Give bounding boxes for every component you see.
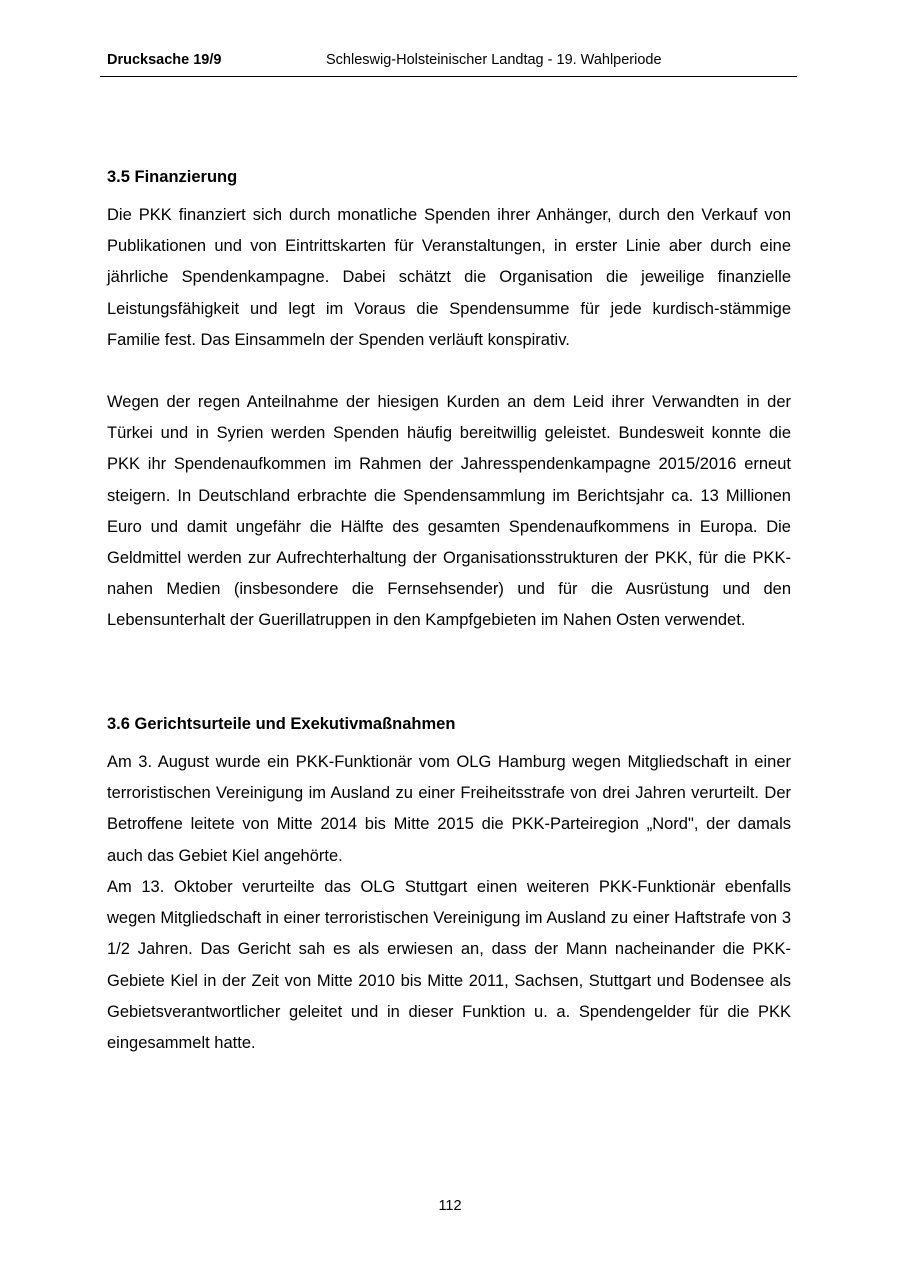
paragraph-finanzierung-1: Die PKK finanziert sich durch monatliche Spenden ihrer Anhänger, durch den Verkauf von Publikationen und von Eintrittskarten für Veranstaltungen, in erster Linie aber durch eine jährliche Spendenkampagne. Dabei schätzt die Organisation die jeweilige finanzielle Leistungsfähigkeit und legt im Voraus die Spendensumme für jede kurdisch-stämmige Familie fest. Das Einsammeln der Spenden verläuft konspirativ. <box>107 206 791 349</box>
section-heading-finanzierung: 3.5 Finanzierung <box>107 168 238 186</box>
page-header <box>100 52 797 77</box>
parliament-title: Schleswig-Holsteinischer Landtag - 19. Wahlperiode <box>326 52 662 68</box>
document-number: Drucksache 19/9 <box>107 52 222 68</box>
section-heading-gerichtsurteile: 3.6 Gerichtsurteile und Exekutivmaßnahmen <box>107 715 456 733</box>
paragraph-finanzierung-2: Wegen der regen Anteilnahme der hiesigen Kurden an dem Leid ihrer Verwandten in der Türkei und in Syrien werden Spenden häufig bereitwillig geleistet. Bundesweit konnte die PKK ihr Spendenaufkommen im Rahmen der Jahresspendenkampagne 2015/2016 erneut steigern. In Deutschland erbrachte die Spendensammlung im Berichtsjahr ca. 13 Millionen Euro und damit ungefähr die Hälfte des gesamten Spendenaufkommens in Europa. Die Geldmittel werden zur Aufrechterhaltung der Organisationsstrukturen der PKK, für die PKK-nahen Medien (insbesondere die Fernsehsender) und für die Ausrüstung und den Lebensunterhalt der Guerillatruppen in den Kampfgebieten im Nahen Osten verwendet. <box>107 393 791 630</box>
page-number: 112 <box>438 1198 462 1214</box>
paragraph-gerichtsurteile-2: Am 13. Oktober verurteilte das OLG Stuttgart einen weiteren PKK-Funktionär ebenfalls wegen Mitgliedschaft in einer terroristischen Vereinigung im Ausland zu einer Haftstrafe von 3 1/2 Jahren. Das Gericht sah es als erwiesen an, dass der Mann nacheinander die PKK-Gebiete Kiel in der Zeit von Mitte 2010 bis Mitte 2011, Sachsen, Stuttgart und Bodensee als Gebietsverantwortlicher geleitet und in dieser Funktion u. a. Spendengelder für die PKK eingesammelt hatte. <box>107 878 791 1053</box>
paragraph-gerichtsurteile-1: Am 3. August wurde ein PKK-Funktionär vom OLG Hamburg wegen Mitgliedschaft in einer terroristischen Vereinigung im Ausland zu einer Freiheitsstrafe von drei Jahren verurteilt. Der Betroffene leitete von Mitte 2014 bis Mitte 2015 die PKK-Parteiregion „Nord", der damals auch das Gebiet Kiel angehörte. <box>107 753 791 865</box>
